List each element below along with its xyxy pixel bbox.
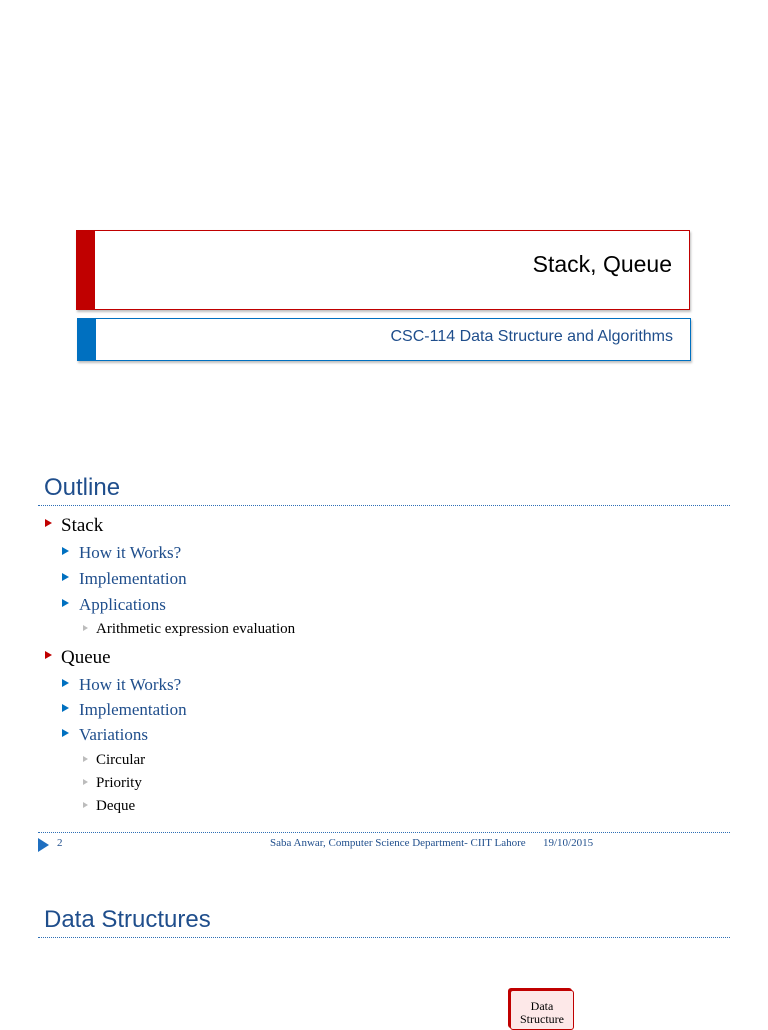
bullet-gray-icon bbox=[83, 625, 88, 631]
outline-subsubitem: Arithmetic expression evaluation bbox=[96, 621, 296, 637]
title-accent-bar bbox=[77, 231, 95, 309]
page-number: 2 bbox=[57, 837, 63, 849]
node-label-line2: Structure bbox=[520, 1012, 564, 1026]
bullet-blue-icon bbox=[62, 679, 69, 687]
node-label-line1: Data bbox=[530, 999, 554, 1013]
subtitle-box bbox=[77, 318, 691, 361]
outline-subsubitem: Priority bbox=[96, 775, 142, 791]
bullet-gray-icon bbox=[83, 802, 88, 808]
footer-arrow-icon bbox=[38, 838, 49, 852]
slide-subtitle: CSC-114 Data Structure and Algorithms bbox=[390, 328, 673, 345]
bullet-blue-icon bbox=[62, 599, 69, 607]
bullet-blue-icon bbox=[62, 704, 69, 712]
outline-divider bbox=[38, 505, 730, 506]
outline-subitem: Applications bbox=[79, 595, 166, 614]
outline-item-stack: Stack bbox=[61, 515, 104, 536]
bullet-gray-icon bbox=[83, 756, 88, 762]
bullet-red-icon bbox=[45, 519, 52, 527]
footer-divider bbox=[38, 832, 730, 833]
slide-title: Stack, Queue bbox=[532, 251, 672, 277]
data-structures-heading: Data Structures bbox=[44, 906, 211, 933]
ds-divider bbox=[38, 937, 730, 938]
outline-subsubitem: Deque bbox=[96, 798, 136, 814]
footer-date: 19/10/2015 bbox=[543, 837, 594, 849]
outline-heading: Outline bbox=[44, 474, 121, 501]
bullet-gray-icon bbox=[83, 779, 88, 785]
bullet-blue-icon bbox=[62, 573, 69, 581]
outline-item-queue: Queue bbox=[61, 647, 111, 668]
outline-subsubitem: Circular bbox=[96, 752, 146, 768]
outline-subitem: How it Works? bbox=[79, 675, 182, 694]
outline-subitem: Variations bbox=[79, 725, 148, 744]
title-box bbox=[76, 230, 690, 310]
outline-subitem: Implementation bbox=[79, 700, 187, 719]
outline-subitem: Implementation bbox=[79, 569, 187, 588]
bullet-blue-icon bbox=[62, 729, 69, 737]
data-structure-node bbox=[510, 990, 574, 1030]
bullet-red-icon bbox=[45, 651, 52, 659]
outline-subitem: How it Works? bbox=[79, 543, 182, 562]
subtitle-accent-bar bbox=[78, 319, 96, 360]
bullet-blue-icon bbox=[62, 547, 69, 555]
footer-author: Saba Anwar, Computer Science Department- CIIT Lahore bbox=[270, 837, 526, 849]
